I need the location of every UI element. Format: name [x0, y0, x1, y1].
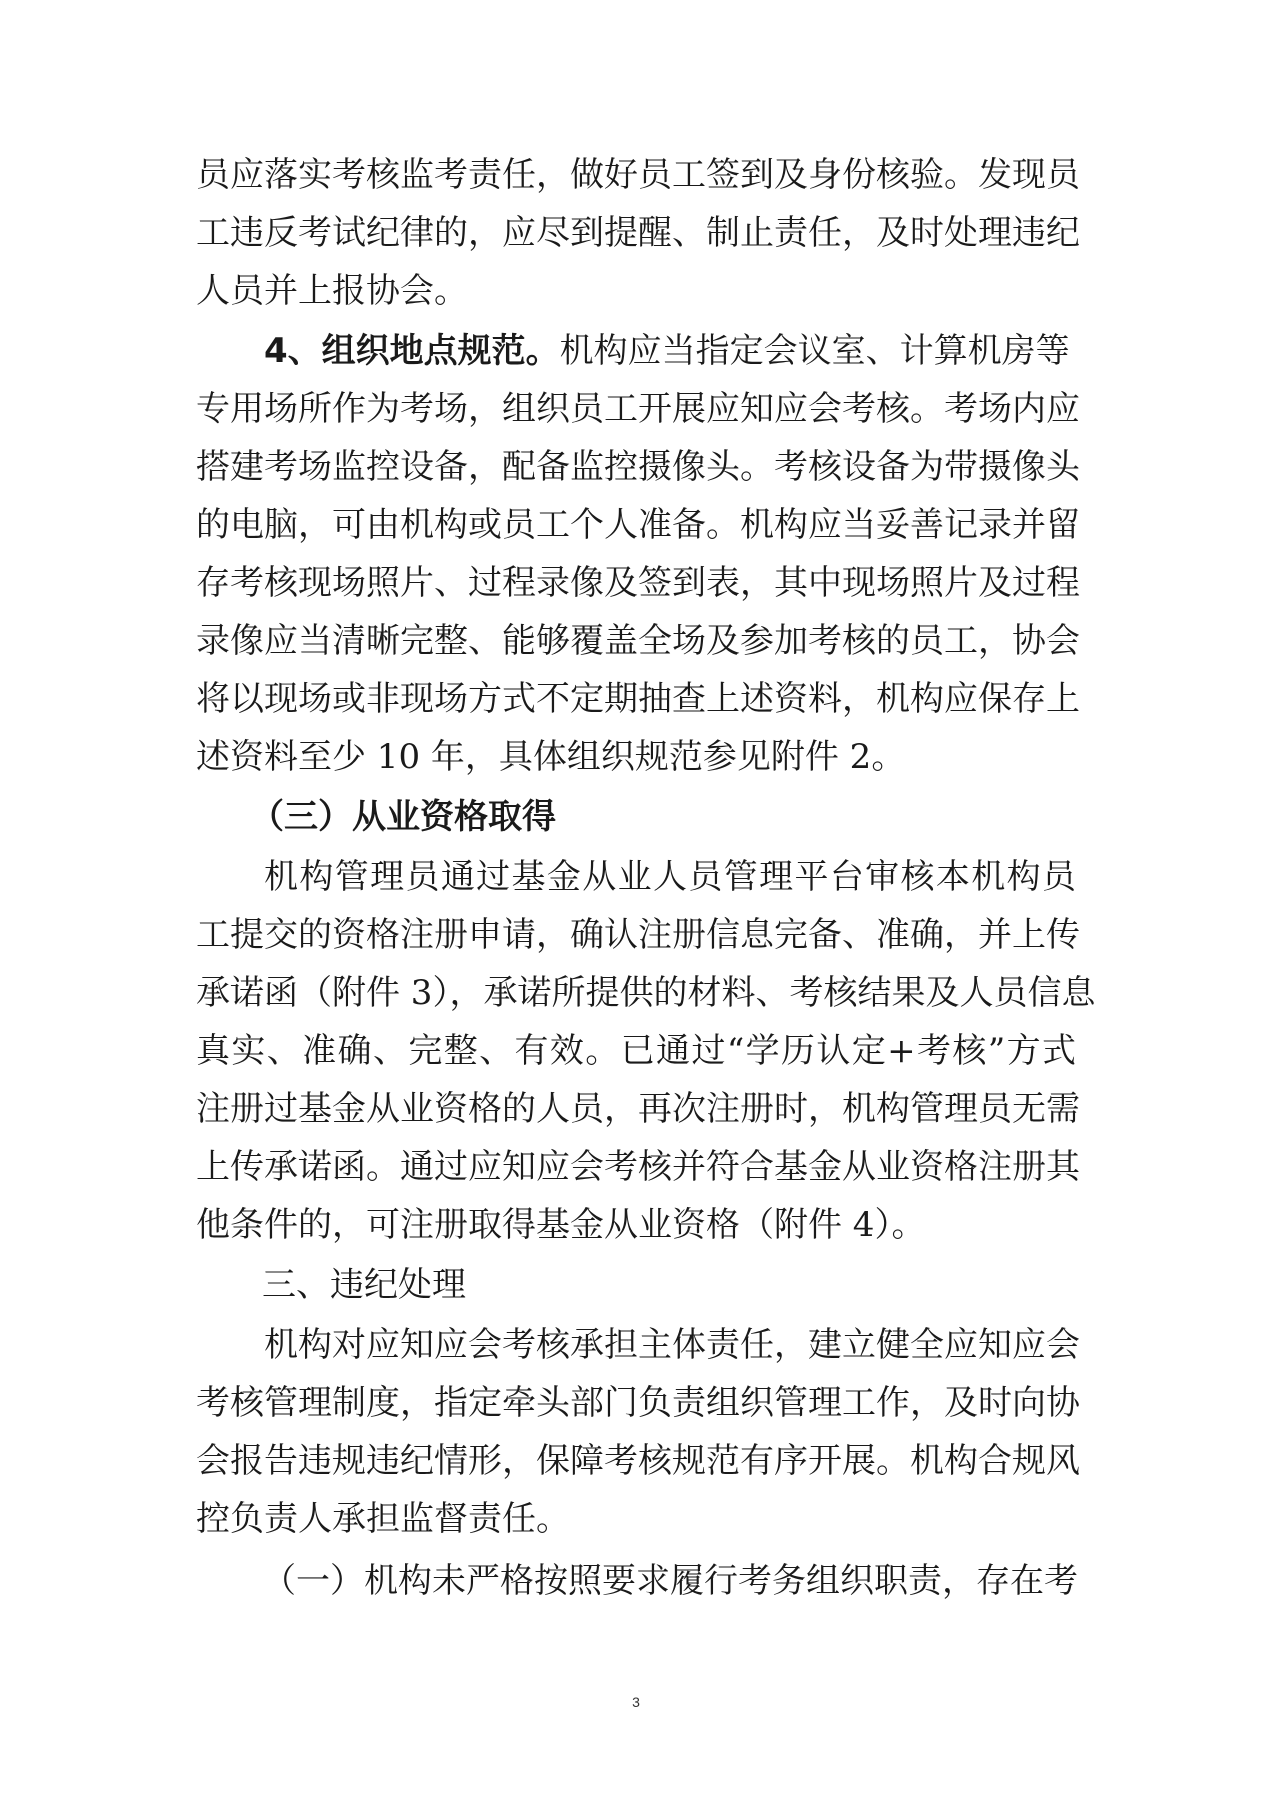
paragraph-line: 人员并上报协会。 [196, 271, 468, 311]
paragraph-line: 录像应当清晰完整、能够覆盖全场及参加考核的员工，协会 [196, 621, 1080, 661]
paragraph-line: 搭建考场监控设备，配备监控摄像头。考核设备为带摄像头 [196, 447, 1080, 487]
paragraph-line: 真实、准确、完整、有效。已通过“学历认定+考核”方式 [196, 1031, 1076, 1071]
paragraph-line: 的电脑，可由机构或员工个人准备。机构应当妥善记录并留 [196, 505, 1080, 545]
page-number: 3 [632, 1694, 640, 1710]
chapter-heading: 三、违纪处理 [262, 1265, 466, 1305]
paragraph-line: 注册过基金从业资格的人员，再次注册时，机构管理员无需 [196, 1089, 1080, 1129]
paragraph-text: 机构应当指定会议室、计算机房等 [559, 331, 1070, 371]
paragraph-line: 控负责人承担监督责任。 [196, 1499, 570, 1539]
paragraph-line: 专用场所作为考场，组织员工开展应知应会考核。考场内应 [196, 389, 1080, 429]
paragraph-line: 工违反考试纪律的，应尽到提醒、制止责任，及时处理违纪 [196, 213, 1080, 253]
paragraph-line: （一）机构未严格按照要求履行考务组织职责，存在考 [262, 1561, 1078, 1601]
paragraph-line: 会报告违规违纪情形，保障考核规范有序开展。机构合规风 [196, 1441, 1080, 1481]
paragraph-line: 机构对应知应会考核承担主体责任，建立健全应知应会 [264, 1325, 1080, 1365]
paragraph-line: 员应落实考核监考责任，做好员工签到及身份核验。发现员 [196, 155, 1080, 195]
paragraph-line: 将以现场或非现场方式不定期抽查上述资料，机构应保存上 [196, 679, 1080, 719]
section-heading: （三）从业资格取得 [250, 797, 556, 837]
paragraph-line: 考核管理制度，指定牵头部门负责组织管理工作，及时向协 [196, 1383, 1080, 1423]
paragraph-line: 他条件的，可注册取得基金从业资格（附件 4）。 [196, 1205, 926, 1245]
paragraph-line: 存考核现场照片、过程录像及签到表，其中现场照片及过程 [196, 563, 1080, 603]
paragraph-line: 机构管理员通过基金从业人员管理平台审核本机构员 [264, 857, 1076, 897]
subsection-title: 4、组织地点规范。 [264, 331, 560, 371]
paragraph-line: 上传承诺函。通过应知应会考核并符合基金从业资格注册其 [196, 1147, 1080, 1187]
paragraph-line: 工提交的资格注册申请，确认注册信息完备、准确，并上传 [196, 915, 1080, 955]
paragraph-line: 承诺函（附件 3），承诺所提供的材料、考核结果及人员信息 [196, 973, 1096, 1013]
paragraph-line [264, 322, 1076, 380]
paragraph-line: 述资料至少 10 年，具体组织规范参见附件 2。 [196, 737, 906, 777]
